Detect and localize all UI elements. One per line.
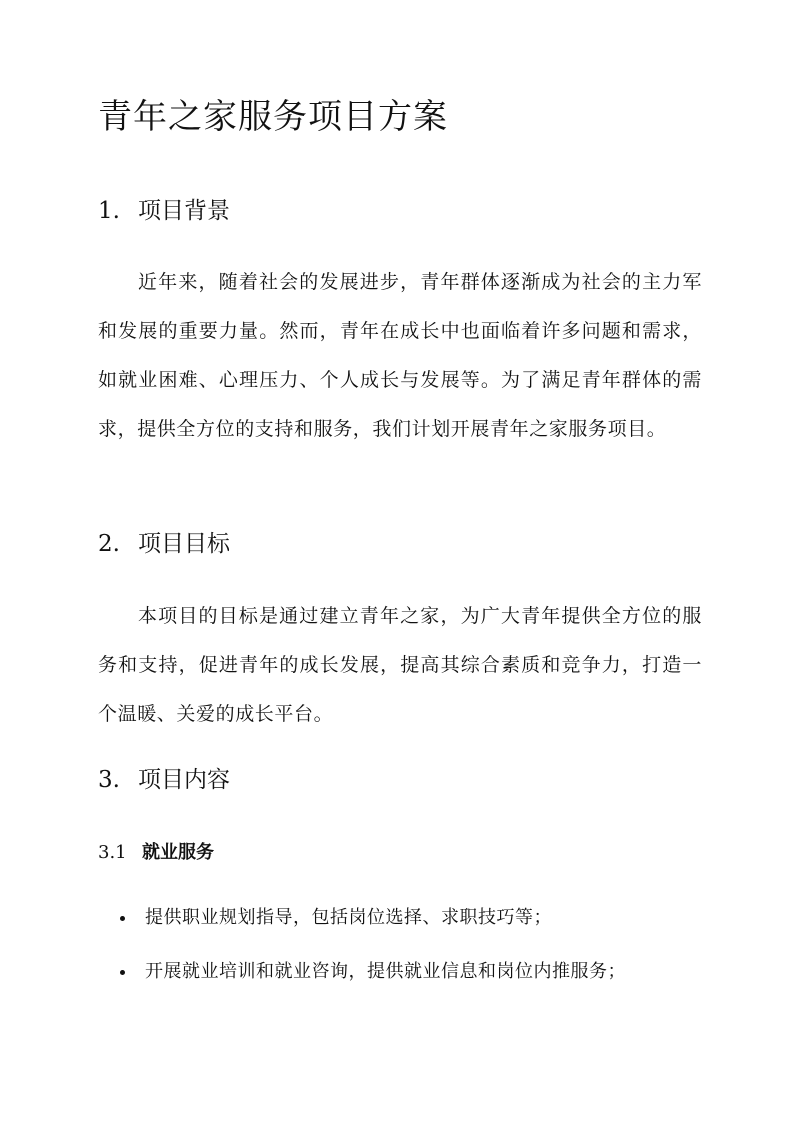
subsection-number: 3.1 [98,842,127,863]
document-title: 青年之家服务项目方案 [98,97,448,137]
section-heading-background [98,194,230,228]
section-title: 项目目标 [138,531,230,557]
section-number: 3. [98,767,120,793]
list-item-text: 提供职业规划指导，包括岗位选择、求职技巧等； [145,907,552,928]
section-heading-content [98,763,230,797]
section-number: 2. [98,531,120,557]
section-paragraph-goals: 本项目的目标是通过建立青年之家，为广大青年提供全方位的服务和支持，促进青年的成长发展，提高其综合素质和竞争力，打造一个温暖、关爱的成长平台。 [98,605,702,725]
bullet-icon [120,970,125,975]
list-item-text: 开展就业培训和就业咨询，提供就业信息和岗位内推服务； [145,961,626,982]
employment-bullet-list [98,904,702,1012]
section-title: 项目内容 [138,767,230,793]
list-item [98,958,702,986]
subsection-title: 就业服务 [142,842,214,863]
section-number: 1. [98,198,120,224]
bullet-icon [120,916,125,921]
section-heading-goals [98,527,230,561]
list-item [98,904,702,932]
section-title: 项目背景 [138,198,230,224]
section-paragraph-background: 近年来，随着社会的发展进步，青年群体逐渐成为社会的主力军和发展的重要力量。然而，青年在成长中也面临着许多问题和需求，如就业困难、心理压力、个人成长与发展等。为了满足青年群体的需求，提供全方位的支持和服务，我们计划开展青年之家服务项目。 [98,271,702,440]
subsection-heading-employment [98,839,214,867]
